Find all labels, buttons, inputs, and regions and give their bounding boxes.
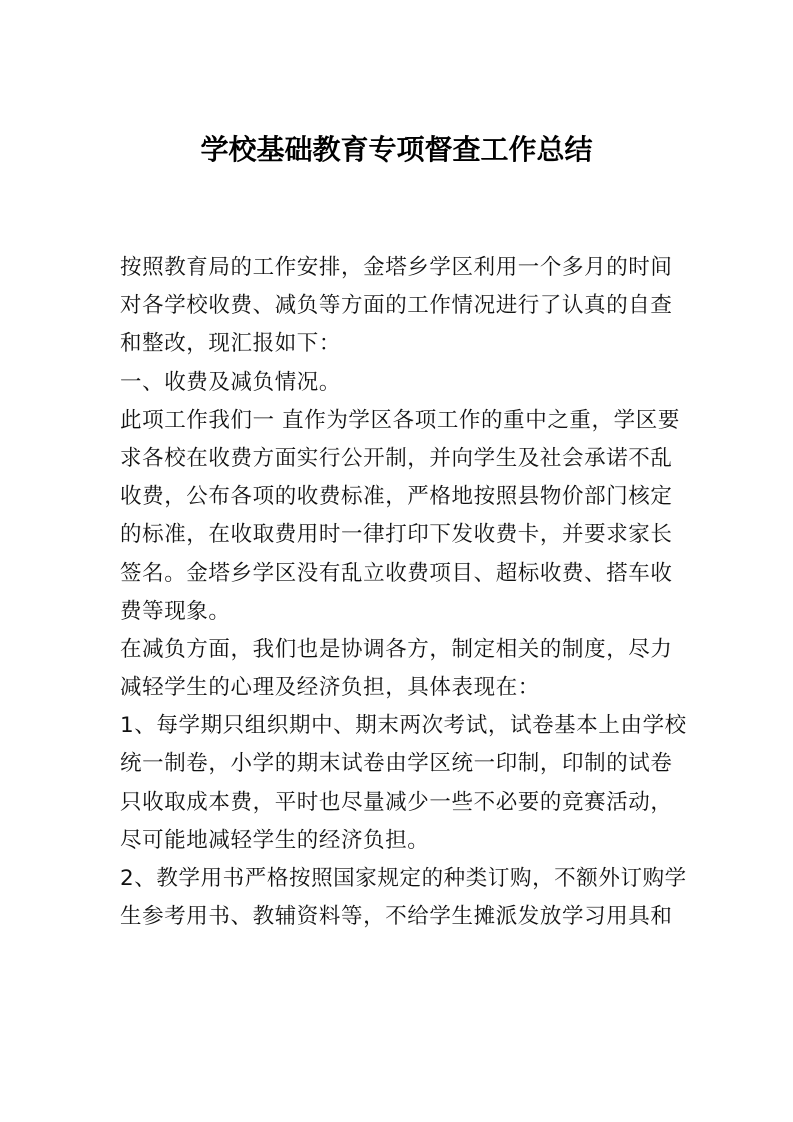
paragraph-line: 减轻学生的心理及经济负担，具体表现在：	[120, 675, 540, 701]
list-item-line: 2、教学用书严格按照国家规定的种类订购，不额外订购学	[120, 866, 687, 891]
paragraph-line: 按照教育局的工作安排，金塔乡学区利用一个多月的时间	[120, 255, 673, 280]
list-item-line: 统一制卷，小学的期末试卷由学区统一印制，印制的试卷	[120, 751, 673, 777]
paragraph-line: 和整改，现汇报如下：	[120, 331, 342, 357]
paragraph-line: 在减负方面，我们也是协调各方，制定相关的制度，尽力	[120, 636, 673, 662]
paragraph-line: 对各学校收费、减负等方面的工作情况进行了认真的自查	[120, 293, 673, 319]
paragraph-line: 费等现象。	[120, 598, 231, 624]
list-item-line: 1、每学期只组织期中、期末两次考试，试卷基本上由学校	[120, 713, 687, 739]
document-title: 学校基础教育专项督查工作总结	[200, 133, 593, 166]
document-body	[120, 249, 687, 936]
list-item-line: 生参考用书、教辅资料等，不给学生摊派发放学习用具和	[120, 904, 673, 930]
paragraph-line: 此项工作我们一 直作为学区各项工作的重中之重，学区要	[120, 407, 680, 433]
list-item-line: 尽可能地减轻学生的经济负担。	[120, 827, 430, 853]
paragraph-line: 收费，公布各项的收费标准，严格地按照县物价部门核定	[120, 484, 673, 510]
paragraph-line: 的标准，在收取费用时一律打印下发收费卡，并要求家长	[120, 522, 673, 548]
section-heading: 一、收费及减负情况。	[120, 369, 342, 395]
list-item-line: 只收取成本费，平时也尽量减少一些不必要的竞赛活动，	[120, 789, 673, 815]
paragraph-line: 求各校在收费方面实行公开制，并向学生及社会承诺不乱	[120, 445, 673, 471]
paragraph-line: 签名。金塔乡学区没有乱立收费项目、超标收费、搭车收	[120, 560, 673, 586]
